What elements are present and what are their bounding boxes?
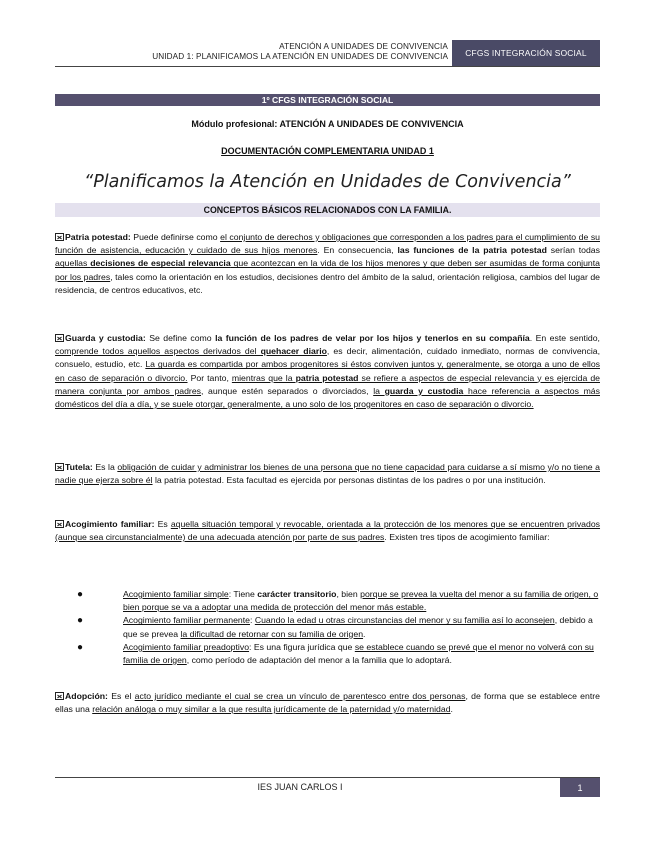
header-line-1: ATENCIÓN A UNIDADES DE CONVIVENCIA <box>279 42 448 51</box>
paragraph-adopcion <box>55 690 600 716</box>
text: : Es una figura jurídica que <box>249 641 355 652</box>
underlined-text: acto jurídico mediante el cual se crea un vínculo de parentesco entre dos personas <box>134 691 466 701</box>
concepts-heading: CONCEPTOS BÁSICOS RELACIONADOS CON LA FAMILIA. <box>55 203 600 217</box>
paragraph-patria-potestad <box>55 231 600 297</box>
text: : <box>250 615 255 626</box>
checkbox-cross-icon <box>55 692 64 700</box>
text: , tales como la orientación en los estudios, decisiones dentro del ámbito de la salud, orientación religiosa, cambios del lugar de residencia, de centros educativos, etc. <box>55 271 600 295</box>
underlined-text: comprende todos aquellos aspectos derivados del <box>55 346 261 357</box>
header-line-2: UNIDAD 1: PLANIFICAMOS LA ATENCIÓN EN UNIDADES DE CONVIVENCIA <box>152 52 448 61</box>
text: . <box>450 704 453 715</box>
type-name: Acogimiento familiar simple <box>123 589 229 599</box>
checkbox-cross-icon <box>55 520 64 528</box>
doc-title <box>55 146 600 156</box>
type-name: Acogimiento familiar preadoptivo <box>123 641 250 652</box>
bullet-icon: ● <box>77 589 84 600</box>
term: Patria potestad: <box>65 232 131 242</box>
list-item <box>55 588 600 614</box>
main-title: “Planificamos la Atención en Unidades de Convivencia” <box>84 172 571 192</box>
text: Puede definirse como <box>130 232 221 242</box>
header-badge: CFGS INTEGRACIÓN SOCIAL <box>452 40 600 66</box>
module-title: Módulo profesional: ATENCIÓN A UNIDADES DE CONVIVENCIA <box>191 119 464 129</box>
bullet-icon: ● <box>77 641 84 653</box>
underlined-text: que acontezcan en la vida de los hijos menores y que deben ser asumidas de forma conjunta por los padres <box>55 258 600 282</box>
type-name: Acogimiento familiar permanente <box>123 615 250 626</box>
text: Es el <box>107 691 135 701</box>
underlined-text: La guarda es compartida por ambos progenitores si éstos conviven juntos y, generalmente, se otorga a uno de ellos en caso de separación o divorcio. <box>55 359 600 383</box>
acogimiento-types-list <box>55 588 600 667</box>
checkbox-cross-icon <box>55 463 64 471</box>
underlined-text: Cuando la edad u otras circunstancias del menor y su familia así lo aconsejen <box>254 615 555 626</box>
text: . <box>363 628 366 639</box>
underlined-text: el conjunto de derechos y obligaciones que corresponden a los padres para el cumplimiento de su función de asistencia, educación y cuidado de sus hijos menores <box>55 232 600 256</box>
bold-text: carácter transitorio <box>257 589 337 599</box>
text: , aunque estén separados o divorciados, <box>201 385 374 396</box>
bold-underlined-text: guarda y custodia <box>384 385 464 396</box>
term: Acogimiento familiar: <box>65 519 155 529</box>
header-titles <box>60 42 448 62</box>
term: Tutela: <box>65 462 93 472</box>
bold-underlined-text: quehacer diario <box>260 346 327 357</box>
text: Por tanto, <box>187 372 232 383</box>
underlined-text: hace referencia a aspectos más domésticos del día a día, y se suele otorgar, generalmente, a uno solo de los progenitores en caso de separación o divorcio. <box>55 385 600 410</box>
text: , es decir, alimentación, cuidado inmediato, normas de convivencia, consuelo, estudio, etc. <box>55 346 600 370</box>
underlined-text: relación análoga o muy similar a la que resulta jurídicamente de la paternidad y/o maternidad <box>92 704 451 715</box>
term: Guarda y custodia: <box>65 333 146 343</box>
underlined-text: porque se prevea la vuelta del menor a su familia de origen, o bien porque se va a adoptar una medida de protección del menor más estable. <box>123 589 599 613</box>
doc-title-text: DOCUMENTACIÓN COMPLEMENTARIA UNIDAD 1 <box>221 146 434 156</box>
course-band: 1º CFGS INTEGRACIÓN SOCIAL <box>55 94 600 106</box>
text: : Tiene <box>228 589 258 599</box>
text: . Existen tres tipos de acogimiento familiar: <box>384 532 550 543</box>
underlined-text: obligación de cuidar y administrar los bienes de una persona que no tiene capacidad para cuidarse a sí mismo y/o no tiene a nadie que ejerza sobre él <box>55 462 600 486</box>
checkbox-cross-icon <box>55 233 64 241</box>
bullet-icon: ● <box>77 615 84 627</box>
text: . En consecuencia, <box>317 245 398 256</box>
text: Es <box>154 519 171 529</box>
list-item <box>55 641 600 667</box>
underlined-text: la <box>373 385 385 396</box>
text: , bien <box>336 589 361 599</box>
underlined-text: mientras que la <box>231 372 296 383</box>
underlined-text: se establece cuando se prevé que el menor no volverá con su familia de origen <box>123 641 594 666</box>
text: , debido a que se prevea <box>123 615 593 639</box>
text: Es la <box>92 462 118 472</box>
term: Adopción: <box>65 691 108 701</box>
bold-underlined-text: patria potestad <box>295 372 359 383</box>
text: Se define como <box>145 333 216 343</box>
underlined-text: la dificultad de retornar con su familia de origen <box>180 628 364 639</box>
paragraph-guarda-custodia <box>55 332 600 411</box>
text: serían todas <box>546 245 600 256</box>
bold-text: las funciones de la patria potestad <box>397 245 547 256</box>
text: la patria potestad. Esta facultad es ejercida por personas distintas de los padres o por una institución. <box>152 475 546 486</box>
paragraph-acogimiento <box>55 518 600 544</box>
header-rule <box>55 66 600 67</box>
text: , de forma que se establece entre ellas una <box>55 691 600 715</box>
checkbox-cross-icon <box>55 334 64 342</box>
bold-underlined-text: decisiones de especial relevancia <box>90 258 231 269</box>
list-item <box>55 614 600 640</box>
text: . En este sentido, <box>529 333 600 343</box>
footer-school: IES JUAN CARLOS I <box>257 782 343 792</box>
text: , como período de adaptación del menor a la familia que lo adoptará. <box>186 655 452 666</box>
bold-text: la función de los padres de velar por los hijos y tenerlos en su compañía <box>215 333 530 343</box>
footer-rule <box>55 777 600 778</box>
underlined-text: se refiere a aspectos de especial relevancia y es ejercida de manera conjunta por ambos padres <box>55 372 600 396</box>
paragraph-tutela <box>55 461 600 487</box>
underlined-text: aquella situación temporal y revocable, orientada a la protección de los menores que se encuentren privados (aunque sea circunstancialmente) de una adecuada atención por parte de sus padres <box>55 519 601 543</box>
page-number: 1 <box>560 778 600 797</box>
underlined-text: aquellas <box>55 258 91 269</box>
